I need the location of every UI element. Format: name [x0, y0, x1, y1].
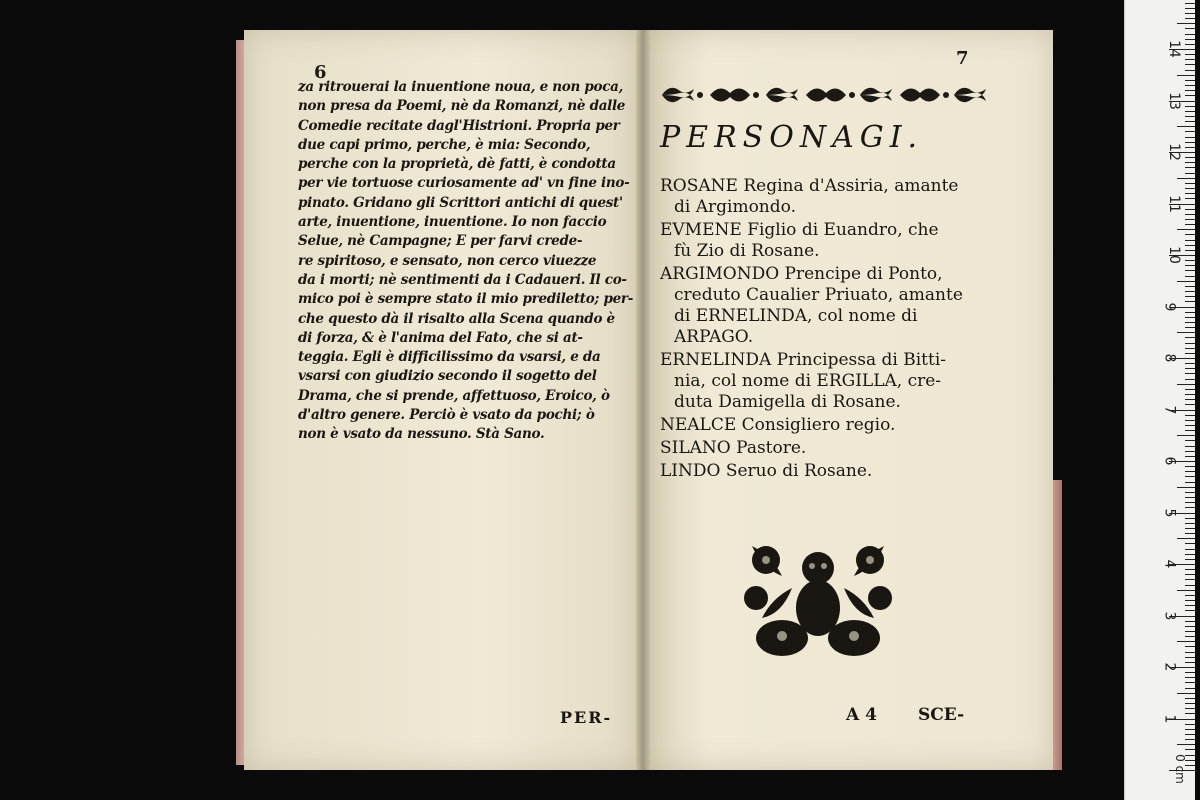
- character-list: [660, 176, 990, 484]
- ruler-label: 1: [1161, 714, 1178, 723]
- ruler-tick: [1177, 178, 1195, 179]
- ruler-tick: [1185, 579, 1195, 580]
- ruler-tick: [1185, 420, 1195, 421]
- ruler-label: 7: [1161, 405, 1178, 414]
- ruler-tick: [1177, 641, 1195, 642]
- text-line: pinato. Gridano gli Scrittori antichi di quest': [298, 194, 623, 211]
- ruler-tick: [1185, 3, 1195, 4]
- character-line: ARPAGO.: [674, 327, 754, 347]
- ruler-tick: [1185, 662, 1195, 663]
- list-item: [660, 220, 990, 262]
- ruler-tick: [1185, 322, 1195, 323]
- list-item: [660, 461, 990, 482]
- measurement-ruler: [1124, 0, 1195, 800]
- ruler-tick: [1185, 497, 1195, 498]
- ruler-tick: [1185, 569, 1195, 570]
- ruler-tick: [1185, 13, 1195, 14]
- character-line: duta Damigella di Rosane.: [674, 392, 901, 412]
- ruler-tick: [1185, 657, 1195, 658]
- list-item: [660, 415, 990, 436]
- ruler-tick: [1185, 353, 1195, 354]
- ruler-tick: [1185, 343, 1195, 344]
- ruler-tick: [1185, 59, 1195, 60]
- ornament-band-icon: [660, 80, 988, 110]
- ruler-tick: [1177, 126, 1195, 127]
- character-line: SILANO Pastore.: [660, 438, 807, 458]
- ruler-tick: [1185, 183, 1195, 184]
- character-line: nia, col nome di ERGILLA, cre-: [674, 371, 942, 391]
- ruler-tick: [1185, 167, 1195, 168]
- ruler-tick: [1185, 703, 1195, 704]
- ruler-tick: [1185, 111, 1195, 112]
- ruler-tick: [1185, 621, 1195, 622]
- ruler-tick: [1185, 276, 1195, 277]
- ruler-tick: [1185, 610, 1195, 611]
- ruler-tick: [1185, 54, 1195, 55]
- ruler-tick: [1185, 209, 1195, 210]
- text-line: Selue, nè Campagne; E per farvi crede-: [298, 233, 583, 250]
- ruler-tick: [1185, 90, 1195, 91]
- ruler-label: 10: [1165, 246, 1182, 264]
- character-line: EVMENE Figlio di Euandro, che: [660, 220, 939, 240]
- ruler-tick: [1177, 744, 1195, 745]
- ruler-tick: [1185, 70, 1195, 71]
- ruler-label: 14: [1165, 40, 1182, 58]
- ruler-tick: [1185, 240, 1195, 241]
- ruler-tick: [1185, 430, 1195, 431]
- ruler-tick: [1185, 415, 1195, 416]
- ruler-tick: [1185, 713, 1195, 714]
- left-catchword: PER-: [560, 708, 613, 727]
- ruler-tick: [1185, 291, 1195, 292]
- text-line: za ritrouerai la inuentione noua, e non poca,: [298, 79, 624, 95]
- right-catchword: SCE-: [918, 705, 965, 725]
- list-item: [660, 350, 990, 413]
- ruler-tick: [1185, 482, 1195, 483]
- ruler-tick: [1185, 116, 1195, 117]
- ruler-tick: [1185, 682, 1195, 683]
- ruler-tick: [1185, 688, 1195, 689]
- ruler-tick: [1185, 600, 1195, 601]
- ruler-label: 3: [1161, 611, 1178, 620]
- ruler-tick: [1177, 229, 1195, 230]
- ruler-tick: [1185, 749, 1195, 750]
- ruler-tick: [1185, 173, 1195, 174]
- ruler-tick: [1185, 585, 1195, 586]
- ruler-tick: [1185, 270, 1195, 271]
- ruler-tick: [1185, 95, 1195, 96]
- ruler-tick: [1185, 523, 1195, 524]
- right-page-number: 7: [956, 48, 969, 69]
- character-line: ARGIMONDO Prencipe di Ponto,: [660, 264, 943, 284]
- ruler-tick: [1177, 693, 1195, 694]
- ruler-tick: [1185, 574, 1195, 575]
- ruler-tick: [1177, 435, 1195, 436]
- ruler-tick: [1185, 492, 1195, 493]
- ruler-tick: [1185, 8, 1195, 9]
- ruler-tick: [1185, 605, 1195, 606]
- text-line: perche con la proprietà, dè fatti, è condotta: [298, 156, 616, 173]
- ruler-tick: [1185, 214, 1195, 215]
- character-line: ROSANE Regina d'Assiria, amante: [660, 176, 959, 196]
- ruler-tick: [1185, 404, 1195, 405]
- ruler-tick: [1185, 652, 1195, 653]
- character-line: LINDO Seruo di Rosane.: [660, 461, 873, 481]
- ruler-tick: [1185, 142, 1195, 143]
- ruler-tick: [1185, 188, 1195, 189]
- text-line: arte, inuentione, inuentione. Io non faccio: [298, 214, 607, 231]
- ruler-tick: [1185, 147, 1195, 148]
- page-edge-right: [1052, 480, 1062, 770]
- text-line: non è vsato da nessuno. Stà Sano.: [298, 426, 545, 443]
- ruler-tick: [1185, 39, 1195, 40]
- ruler-tick: [1185, 80, 1195, 81]
- ruler-tick: [1185, 549, 1195, 550]
- ruler-tick: [1185, 636, 1195, 637]
- ruler-tick: [1185, 121, 1195, 122]
- ruler-tick: [1185, 245, 1195, 246]
- ruler-tick: [1185, 595, 1195, 596]
- list-item: [660, 438, 990, 459]
- ruler-tick: [1185, 533, 1195, 534]
- ruler-label: 2: [1161, 662, 1178, 672]
- ruler-label: 4: [1161, 559, 1178, 569]
- ruler-label: 5: [1161, 508, 1178, 517]
- ruler-tick: [1185, 507, 1195, 508]
- ruler-label: 8: [1161, 353, 1178, 363]
- ruler-tick: [1185, 677, 1195, 678]
- ruler-tick: [1185, 528, 1195, 529]
- ruler-tick: [1185, 337, 1195, 338]
- ruler-tick: [1177, 23, 1195, 24]
- ruler-tick: [1185, 559, 1195, 560]
- text-line: d'altro genere. Perciò è vsato da pochi; ò: [298, 407, 595, 424]
- ruler-tick: [1185, 476, 1195, 477]
- ruler-tick: [1185, 162, 1195, 163]
- ruler-tick: [1185, 198, 1195, 199]
- ruler-tick: [1185, 734, 1195, 735]
- ruler-tick: [1185, 373, 1195, 374]
- ruler-tick: [1185, 379, 1195, 380]
- ruler-tick: [1185, 44, 1195, 45]
- character-line: ERNELINDA Principessa di Bitti-: [660, 350, 947, 370]
- ruler-tick: [1177, 487, 1195, 488]
- ruler-tick: [1185, 399, 1195, 400]
- ruler-tick: [1185, 64, 1195, 65]
- left-page-text: [298, 78, 636, 445]
- ruler-tick: [1185, 317, 1195, 318]
- ruler-tick: [1185, 389, 1195, 390]
- ruler-tick: [1185, 471, 1195, 472]
- ruler-tick: [1177, 590, 1195, 591]
- text-line: che questo dà il risalto alla Scena quando è: [298, 310, 615, 327]
- ruler-tick: [1185, 327, 1195, 328]
- ruler-tick: [1185, 502, 1195, 503]
- ruler-tick: [1185, 265, 1195, 266]
- ruler-tick: [1185, 394, 1195, 395]
- text-line: Comedie recitate dagl'Histrioni. Propria per: [298, 117, 620, 134]
- left-page-number: 6: [314, 62, 327, 83]
- ruler-tick: [1177, 332, 1195, 333]
- ruler-unit: 0 cm: [1172, 754, 1187, 784]
- ruler-tick: [1185, 451, 1195, 452]
- character-line: di ERNELINDA, col nome di: [674, 306, 918, 326]
- ruler-tick: [1185, 554, 1195, 555]
- text-line: di forza, & è l'anima del Fato, che si at-: [298, 329, 583, 346]
- ruler-tick: [1185, 446, 1195, 447]
- ruler-tick: [1185, 368, 1195, 369]
- ruler-tick: [1185, 348, 1195, 349]
- ruler-tick: [1185, 137, 1195, 138]
- character-line: di Argimondo.: [674, 197, 796, 217]
- ruler-tick: [1185, 672, 1195, 673]
- ruler-tick: [1185, 724, 1195, 725]
- text-line: Drama, che si prende, affettuoso, Eroico, ò: [298, 387, 610, 404]
- ruler-tick: [1185, 543, 1195, 544]
- character-line: NEALCE Consigliero regio.: [660, 415, 896, 435]
- ruler-tick: [1185, 18, 1195, 19]
- book-gutter: [636, 30, 650, 770]
- ruler-label: 12: [1165, 143, 1182, 161]
- ruler-tick: [1177, 538, 1195, 539]
- page-title: PERSONAGI.: [660, 120, 924, 155]
- ruler-tick: [1185, 646, 1195, 647]
- ruler-tick: [1185, 260, 1195, 261]
- ruler-tick: [1185, 286, 1195, 287]
- ruler-tick: [1185, 301, 1195, 302]
- character-line: fù Zio di Rosane.: [674, 241, 820, 261]
- ruler-tick: [1185, 425, 1195, 426]
- ruler-label: 6: [1161, 456, 1178, 466]
- signature-mark: A 4: [846, 705, 877, 725]
- ruler-tick: [1185, 219, 1195, 220]
- ruler-tick: [1185, 698, 1195, 699]
- text-line: non presa da Poemi, nè da Romanzi, nè dalle: [298, 98, 626, 115]
- ruler-label: 13: [1165, 91, 1182, 110]
- text-line: da i morti; nè sentimenti da i Cadaueri. Il co-: [298, 271, 627, 288]
- ruler-tick: [1185, 106, 1195, 107]
- text-line: vsarsi con giudizio secondo il sogetto del: [298, 368, 597, 385]
- text-line: per vie tortuose curiosamente ad' vn fine ino-: [298, 175, 630, 192]
- ruler-label: 11: [1165, 194, 1182, 213]
- ruler-tick: [1185, 729, 1195, 730]
- ruler-tick: [1185, 631, 1195, 632]
- ruler-tick: [1185, 708, 1195, 709]
- ruler-tick: [1185, 626, 1195, 627]
- ruler-tick: [1185, 28, 1195, 29]
- ruler-tick: [1185, 363, 1195, 364]
- ruler-tick: [1185, 193, 1195, 194]
- ruler-label: 9: [1161, 302, 1178, 311]
- ruler-tick: [1185, 234, 1195, 235]
- ruler-tick: [1185, 440, 1195, 441]
- list-item: [660, 264, 990, 348]
- ruler-tick: [1185, 296, 1195, 297]
- ruler-tick: [1185, 739, 1195, 740]
- text-line: mico poi è sempre stato il mio prediletto; per-: [298, 291, 634, 308]
- ruler-tick: [1177, 384, 1195, 385]
- ruler-tick: [1185, 131, 1195, 132]
- list-item: [660, 176, 990, 218]
- ruler-tick: [1185, 224, 1195, 225]
- ruler-tick: [1185, 466, 1195, 467]
- ruler-tick: [1177, 75, 1195, 76]
- text-line: re spiritoso, e sensato, non cerco viuezze: [298, 252, 597, 269]
- ruler-tick: [1177, 281, 1195, 282]
- ruler-tick: [1185, 250, 1195, 251]
- ruler-tick: [1185, 34, 1195, 35]
- ruler-tick: [1185, 456, 1195, 457]
- ruler-tick: [1185, 312, 1195, 313]
- woodcut-ornament-icon: [742, 538, 894, 660]
- ruler-tick: [1185, 518, 1195, 519]
- ruler-tick: [1185, 85, 1195, 86]
- character-line: creduto Caualier Priuato, amante: [674, 285, 963, 305]
- text-line: due capi primo, perche, è mia: Secondo,: [298, 136, 591, 153]
- text-line: teggia. Egli è difficilissimo da vsarsi, e da: [298, 349, 601, 366]
- ruler-tick: [1185, 157, 1195, 158]
